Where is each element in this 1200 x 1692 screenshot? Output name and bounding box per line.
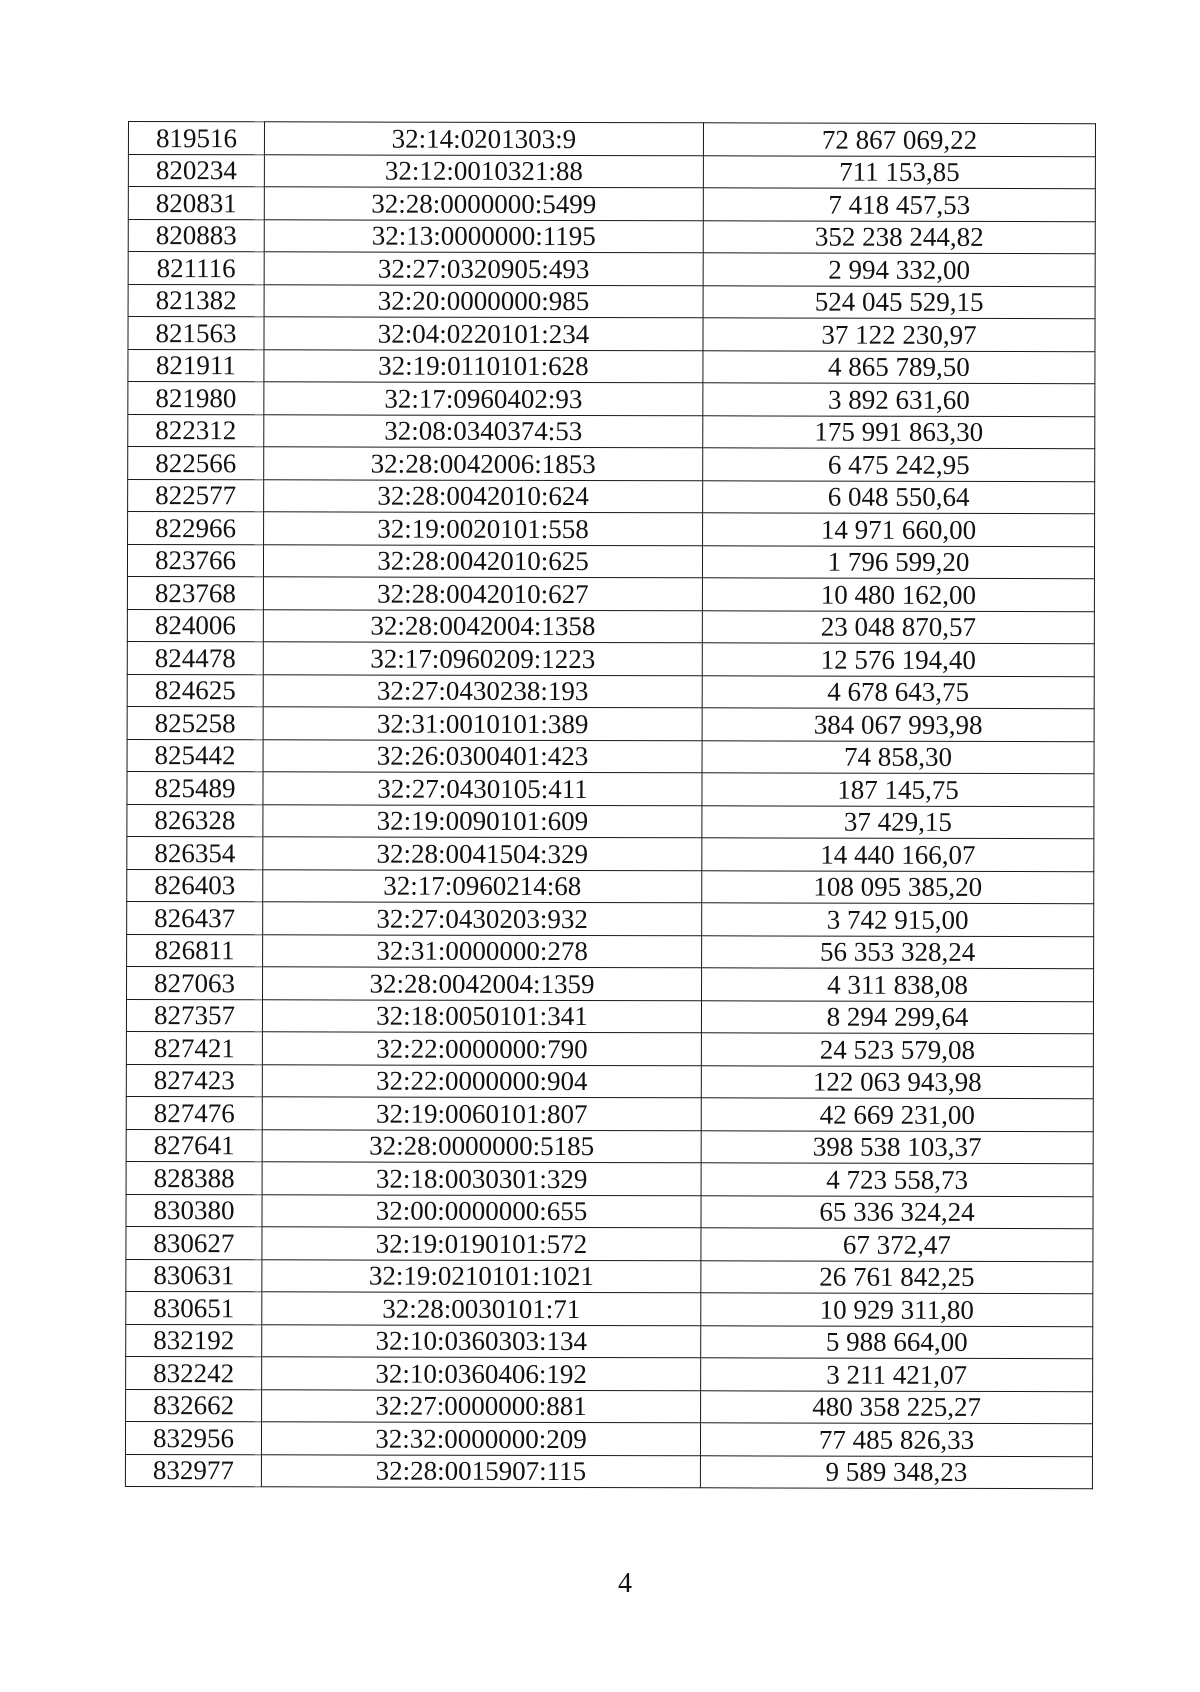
record-number-cell: 827357 [126, 999, 262, 1032]
cadastral-number-cell: 32:28:0015907:115 [261, 1454, 700, 1487]
cadastral-value-cell: 23 048 870,57 [702, 610, 1094, 643]
record-number-cell: 832956 [125, 1421, 261, 1454]
record-number-cell: 826328 [127, 804, 263, 837]
table-row [128, 382, 1095, 417]
cadastral-number-cell: 32:28:0030101:71 [262, 1292, 701, 1325]
table-row [128, 512, 1095, 547]
cadastral-value-cell: 8 294 299,64 [701, 1000, 1093, 1033]
record-number-cell: 819516 [128, 122, 264, 155]
cadastral-value-cell: 56 353 328,24 [702, 935, 1094, 968]
cadastral-number-cell: 32:17:0960402:93 [264, 382, 703, 415]
cadastral-number-cell: 32:28:0042010:627 [263, 577, 702, 610]
table-row [128, 447, 1095, 482]
table-row [126, 1194, 1093, 1229]
record-number-cell: 827421 [126, 1031, 262, 1064]
table-row [126, 1161, 1093, 1196]
record-number-cell: 824478 [127, 641, 263, 674]
table-row [126, 999, 1093, 1034]
cadastral-number-cell: 32:10:0360406:192 [262, 1357, 701, 1390]
cadastral-value-cell: 9 589 348,23 [700, 1455, 1092, 1488]
record-number-cell: 822566 [128, 447, 264, 480]
cadastral-value-cell: 3 742 915,00 [702, 903, 1094, 936]
cadastral-value-cell: 4 311 838,08 [702, 968, 1094, 1001]
cadastral-number-cell: 32:28:0041504:329 [263, 837, 702, 870]
cadastral-value-cell: 4 723 558,73 [701, 1163, 1093, 1196]
cadastral-number-cell: 32:19:0190101:572 [262, 1227, 701, 1260]
cadastral-value-cell: 352 238 244,82 [703, 220, 1095, 253]
table-row [126, 1096, 1093, 1131]
record-number-cell: 832192 [126, 1324, 262, 1357]
cadastral-value-cell: 6 048 550,64 [703, 480, 1095, 513]
table-row [128, 317, 1095, 352]
table-row [127, 966, 1094, 1001]
cadastral-number-cell: 32:26:0300401:423 [263, 739, 702, 772]
table-row [126, 1226, 1093, 1261]
cadastral-number-cell: 32:22:0000000:904 [262, 1064, 701, 1097]
cadastral-value-cell: 37 429,15 [702, 805, 1094, 838]
record-number-cell: 830631 [126, 1259, 262, 1292]
table-row [127, 609, 1094, 644]
table-row [127, 674, 1094, 709]
table-row [126, 1259, 1093, 1294]
cadastral-value-cell: 4 678 643,75 [702, 675, 1094, 708]
cadastral-number-cell: 32:20:0000000:985 [264, 284, 703, 317]
cadastral-value-cell: 175 991 863,30 [703, 415, 1095, 448]
cadastral-value-cell: 711 153,85 [703, 155, 1095, 188]
record-number-cell: 826811 [127, 934, 263, 967]
cadastral-number-cell: 32:17:0960209:1223 [263, 642, 702, 675]
cadastral-number-cell: 32:28:0042004:1358 [263, 609, 702, 642]
cadastral-number-cell: 32:27:0430105:411 [263, 772, 702, 805]
cadastral-number-cell: 32:19:0210101:1021 [262, 1259, 701, 1292]
cadastral-number-cell: 32:10:0360303:134 [262, 1324, 701, 1357]
cadastral-value-cell: 74 858,30 [702, 740, 1094, 773]
cadastral-number-cell: 32:00:0000000:655 [262, 1194, 701, 1227]
table-row [126, 1324, 1093, 1359]
table-row [127, 804, 1094, 839]
cadastral-number-cell: 32:19:0020101:558 [264, 512, 703, 545]
cadastral-number-cell: 32:18:0050101:341 [262, 999, 701, 1032]
record-number-cell: 822312 [128, 414, 264, 447]
record-number-cell: 827063 [127, 966, 263, 999]
table-row [127, 576, 1094, 611]
cadastral-number-cell: 32:19:0060101:807 [262, 1097, 701, 1130]
cadastral-number-cell: 32:19:0110101:628 [264, 349, 703, 382]
record-number-cell: 820234 [128, 154, 264, 187]
record-number-cell: 825258 [127, 706, 263, 739]
table-row [128, 187, 1095, 222]
record-number-cell: 825489 [127, 771, 263, 804]
cadastral-number-cell: 32:12:0010321:88 [264, 154, 703, 187]
cadastral-value-cell: 12 576 194,40 [702, 643, 1094, 676]
cadastral-number-cell: 32:28:0042006:1853 [264, 447, 703, 480]
table-row [128, 122, 1095, 157]
record-number-cell: 821382 [128, 284, 264, 317]
table-row [128, 252, 1095, 287]
record-number-cell: 821911 [128, 349, 264, 382]
record-number-cell: 821980 [128, 382, 264, 415]
table-row [126, 1064, 1093, 1099]
cadastral-value-cell: 72 867 069,22 [703, 123, 1095, 156]
cadastral-value-cell: 65 336 324,24 [701, 1195, 1093, 1228]
cadastral-number-cell: 32:28:0042004:1359 [263, 967, 702, 1000]
cadastral-value-cell: 24 523 579,08 [701, 1033, 1093, 1066]
cadastral-number-cell: 32:28:0000000:5499 [264, 187, 703, 220]
table-row [127, 901, 1094, 936]
cadastral-number-cell: 32:13:0000000:1195 [264, 219, 703, 252]
cadastral-value-cell: 26 761 842,25 [701, 1260, 1093, 1293]
record-number-cell: 827641 [126, 1129, 262, 1162]
cadastral-number-cell: 32:17:0960214:68 [263, 869, 702, 902]
cadastral-value-cell: 6 475 242,95 [703, 448, 1095, 481]
cadastral-value-cell: 108 095 385,20 [702, 870, 1094, 903]
record-number-cell: 830380 [126, 1194, 262, 1227]
cadastral-number-cell: 32:28:0000000:5185 [262, 1129, 701, 1162]
cadastral-value-cell: 384 067 993,98 [702, 708, 1094, 741]
table-row [128, 414, 1095, 449]
cadastral-number-cell: 32:22:0000000:790 [262, 1032, 701, 1065]
cadastral-value-cell: 1 796 599,20 [702, 545, 1094, 578]
cadastral-value-cell: 7 418 457,53 [703, 188, 1095, 221]
table-row [128, 479, 1095, 514]
record-number-cell: 826403 [127, 869, 263, 902]
cadastral-number-cell: 32:27:0430238:193 [263, 674, 702, 707]
page-number: 4 [618, 1568, 632, 1599]
table-body [125, 122, 1095, 1489]
cadastral-number-cell: 32:18:0030301:329 [262, 1162, 701, 1195]
record-number-cell: 824006 [127, 609, 263, 642]
record-number-cell: 822577 [128, 479, 264, 512]
cadastral-value-cell: 398 538 103,37 [701, 1130, 1093, 1163]
cadastral-value-cell: 3 892 631,60 [703, 383, 1095, 416]
cadastral-value-cell: 524 045 529,15 [703, 285, 1095, 318]
cadastral-number-cell: 32:27:0430203:932 [263, 902, 702, 935]
table-row [127, 641, 1094, 676]
table-row [125, 1454, 1092, 1489]
record-number-cell: 830627 [126, 1226, 262, 1259]
record-number-cell: 820883 [128, 219, 264, 252]
cadastral-value-cell: 10 929 311,80 [701, 1293, 1093, 1326]
cadastral-number-cell: 32:08:0340374:53 [264, 414, 703, 447]
cadastral-value-cell: 4 865 789,50 [703, 350, 1095, 383]
cadastral-value-cell: 67 372,47 [701, 1228, 1093, 1261]
cadastral-number-cell: 32:28:0042010:625 [263, 544, 702, 577]
table-row [126, 1356, 1093, 1391]
cadastral-value-cell: 14 971 660,00 [703, 513, 1095, 546]
record-number-cell: 828388 [126, 1161, 262, 1194]
record-number-cell: 832662 [126, 1389, 262, 1422]
cadastral-number-cell: 32:28:0042010:624 [264, 479, 703, 512]
cadastral-number-cell: 32:14:0201303:9 [264, 122, 703, 155]
cadastral-number-cell: 32:31:0010101:389 [263, 707, 702, 740]
record-number-cell: 826354 [127, 836, 263, 869]
record-number-cell: 820831 [128, 187, 264, 220]
record-number-cell: 821563 [128, 317, 264, 350]
table-row [127, 771, 1094, 806]
record-number-cell: 823768 [127, 576, 263, 609]
cadastral-value-cell: 37 122 230,97 [703, 318, 1095, 351]
cadastral-value-cell: 77 485 826,33 [700, 1423, 1092, 1456]
cadastral-value-cell: 480 358 225,27 [701, 1390, 1093, 1423]
cadastral-number-cell: 32:32:0000000:209 [261, 1422, 700, 1455]
cadastral-value-cell: 5 988 664,00 [701, 1325, 1093, 1358]
cadastral-value-cell: 42 669 231,00 [701, 1098, 1093, 1131]
table-row [126, 1389, 1093, 1424]
table-row [127, 836, 1094, 871]
record-number-cell: 826437 [127, 901, 263, 934]
record-number-cell: 832242 [126, 1356, 262, 1389]
cadastral-value-cell: 3 211 421,07 [701, 1358, 1093, 1391]
table-row [128, 284, 1095, 319]
cadastral-number-cell: 32:31:0000000:278 [263, 934, 702, 967]
record-number-cell: 825442 [127, 739, 263, 772]
table-row [127, 934, 1094, 969]
table-row [128, 154, 1095, 189]
cadastral-number-cell: 32:27:0320905:493 [264, 252, 703, 285]
record-number-cell: 822966 [128, 512, 264, 545]
cadastral-value-cell: 122 063 943,98 [701, 1065, 1093, 1098]
record-number-cell: 824625 [127, 674, 263, 707]
cadastral-value-table [125, 121, 1096, 1489]
table-row [126, 1291, 1093, 1326]
table-row [126, 1129, 1093, 1164]
cadastral-value-cell: 187 145,75 [702, 773, 1094, 806]
table-row [127, 739, 1094, 774]
cadastral-value-cell: 2 994 332,00 [703, 253, 1095, 286]
cadastral-number-cell: 32:19:0090101:609 [263, 804, 702, 837]
cadastral-number-cell: 32:04:0220101:234 [264, 317, 703, 350]
record-number-cell: 832977 [125, 1454, 261, 1487]
table-row [127, 544, 1094, 579]
table-row [128, 219, 1095, 254]
record-number-cell: 827423 [126, 1064, 262, 1097]
record-number-cell: 823766 [127, 544, 263, 577]
table-row [127, 706, 1094, 741]
cadastral-value-cell: 10 480 162,00 [702, 578, 1094, 611]
record-number-cell: 821116 [128, 252, 264, 285]
table-row [125, 1421, 1092, 1456]
cadastral-number-cell: 32:27:0000000:881 [262, 1389, 701, 1422]
record-number-cell: 830651 [126, 1291, 262, 1324]
table-row [127, 869, 1094, 904]
cadastral-value-cell: 14 440 166,07 [702, 838, 1094, 871]
table-row [126, 1031, 1093, 1066]
table-row [128, 349, 1095, 384]
record-number-cell: 827476 [126, 1096, 262, 1129]
